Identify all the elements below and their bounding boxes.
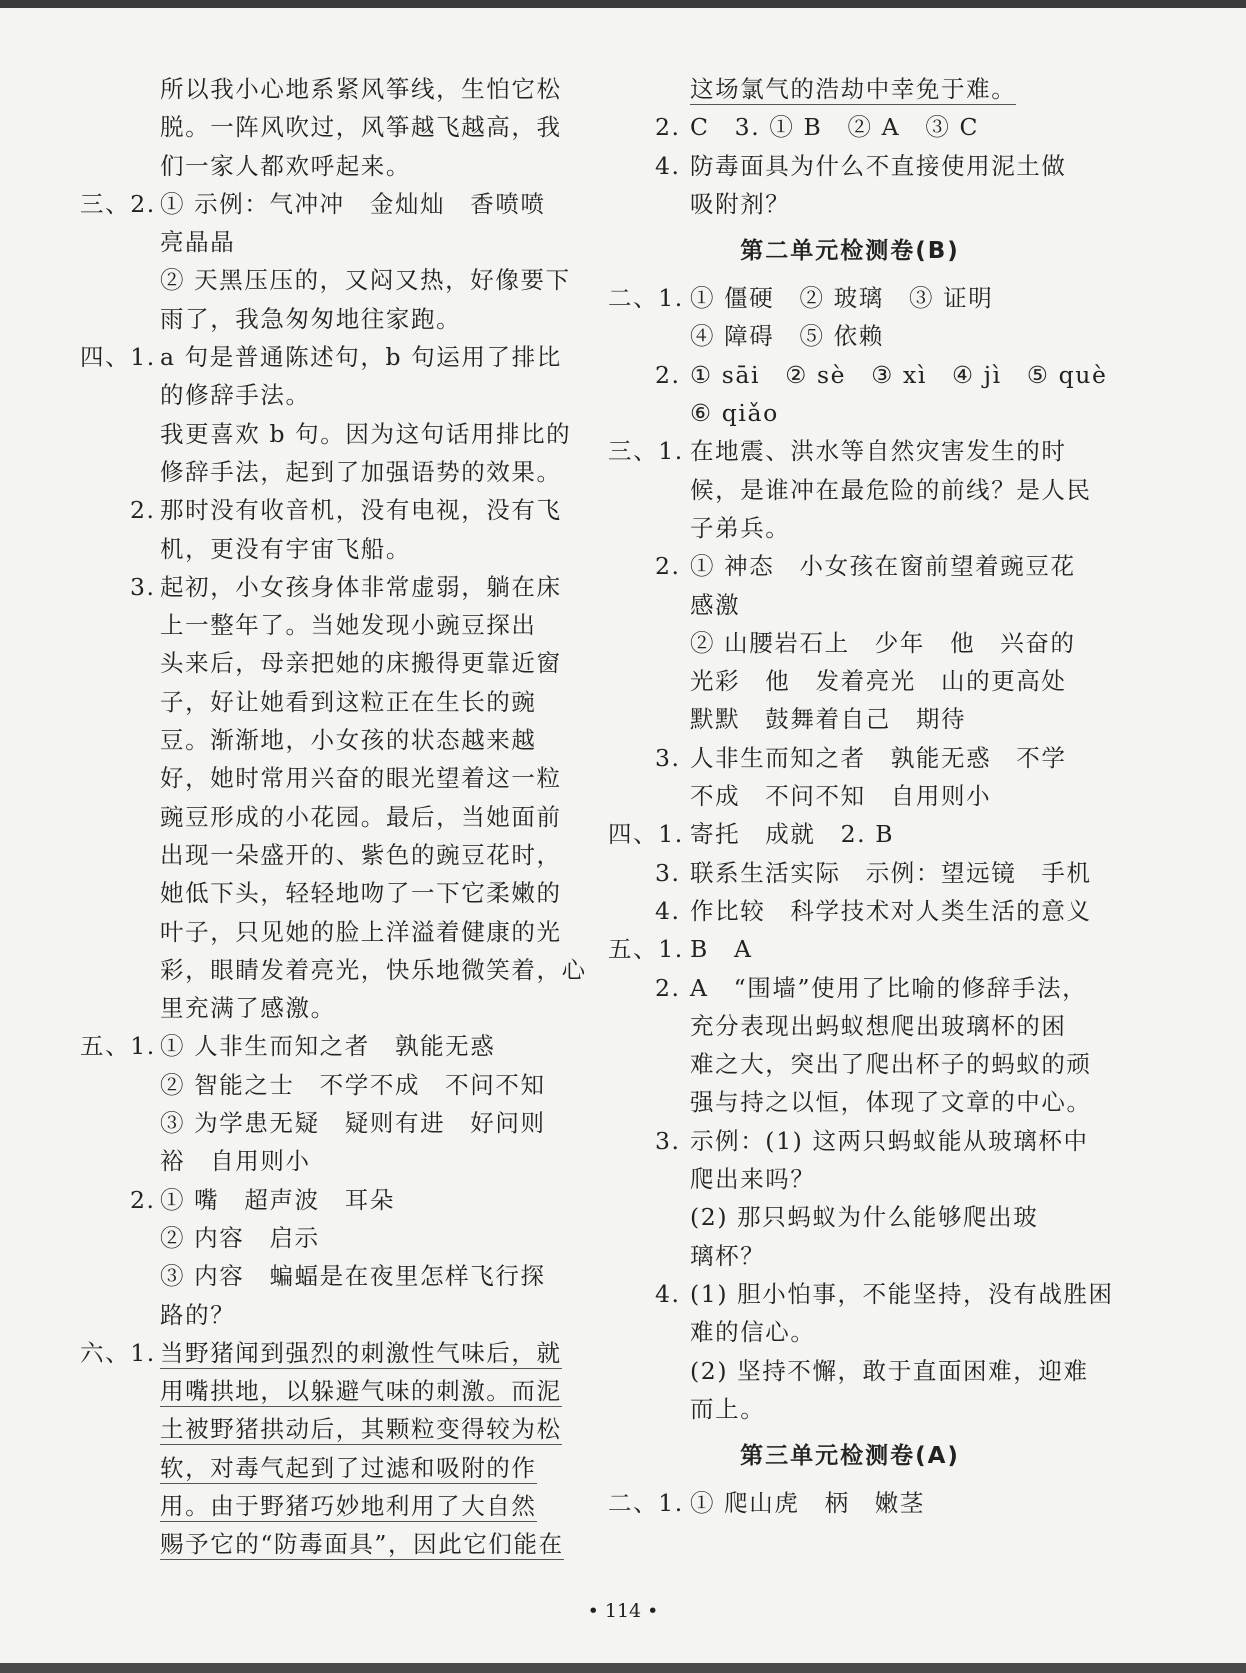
answer-line	[80, 1181, 580, 1219]
answer-line	[80, 913, 580, 951]
question-number: 2.	[130, 1185, 156, 1214]
question-number: 3.	[655, 743, 681, 772]
answer-text: 在地震、洪水等自然灾害发生的时	[690, 437, 1067, 466]
answer-line	[600, 185, 1100, 223]
answer-text: 寄托 成就 2. B	[690, 820, 895, 849]
answer-line	[80, 606, 580, 644]
answer-line	[600, 1352, 1100, 1390]
answer-text: 修辞手法，起到了加强语势的效果。	[160, 457, 562, 486]
answer-line	[600, 1007, 1100, 1045]
answer-line	[80, 1410, 580, 1448]
answer-text: ⑥ qiǎo	[690, 399, 779, 428]
answer-text: 出现一朵盛开的、紫色的豌豆花时，	[160, 840, 562, 869]
answer-line	[600, 1390, 1100, 1428]
answer-text: (2) 坚持不懈，敢于直面困难，迎难	[690, 1356, 1089, 1385]
answer-line	[80, 185, 580, 223]
answer-text: 爬出来吗？	[690, 1165, 816, 1194]
page-number: • 114 •	[587, 1600, 659, 1622]
answer-text: ② 智能之士 不学不成 不问不知	[160, 1070, 546, 1099]
answer-text: (1) 胆小怕事，不能坚持，没有战胜困	[690, 1279, 1114, 1308]
answer-text: 她低下头，轻轻地吻了一下它柔嫩的	[160, 879, 562, 908]
question-number: 3.	[130, 572, 156, 601]
answer-line	[600, 1237, 1100, 1275]
answer-text: 叶子，只见她的脸上洋溢着健康的光	[160, 917, 562, 946]
answer-line	[80, 989, 580, 1027]
answer-line	[600, 509, 1100, 547]
answer-text: ④ 障碍 ⑤ 依赖	[690, 322, 884, 351]
answer-line	[80, 338, 580, 376]
answer-text: 强与持之以恒，体现了文章的中心。	[690, 1088, 1092, 1117]
answer-text: A “围墙”使用了比喻的修辞手法，	[690, 973, 1088, 1002]
answer-text: 感激	[690, 590, 741, 619]
answer-text: 示例：(1) 这两只蚂蚁能从玻璃杯中	[690, 1126, 1089, 1155]
scan-top-edge	[0, 0, 1246, 8]
answer-line	[80, 1487, 580, 1525]
answer-text: 上一整年了。当她发现小豌豆探出	[160, 611, 537, 640]
question-number: 五、1.	[80, 1032, 156, 1061]
answer-line	[600, 147, 1100, 185]
answer-text: 所以我小心地系紧风筝线，生怕它松	[160, 75, 562, 103]
answer-line	[80, 683, 580, 721]
answer-text: 子弟兵。	[690, 513, 791, 542]
section-heading: 第三单元检测卷(A)	[740, 1443, 960, 1470]
answer-line	[600, 1160, 1100, 1198]
answer-line	[80, 1296, 580, 1334]
answer-line	[80, 1334, 580, 1372]
answer-line	[80, 1142, 580, 1180]
answer-line	[600, 394, 1100, 432]
answer-line	[80, 568, 580, 606]
answer-line	[80, 1257, 580, 1295]
answer-text: ③ 内容 蝙蝠是在夜里怎样飞行探	[160, 1262, 546, 1291]
answer-line	[600, 471, 1100, 509]
answer-text: 们一家人都欢呼起来。	[160, 151, 411, 180]
question-number: 3.	[655, 1126, 681, 1155]
answer-line	[80, 376, 580, 414]
answer-line	[80, 530, 580, 568]
question-number: 三、1.	[608, 437, 684, 466]
answer-line	[600, 700, 1100, 738]
answer-line	[80, 951, 587, 989]
answer-text: 人非生而知之者 孰能无惑 不学	[690, 743, 1067, 772]
answer-line	[600, 1045, 1100, 1083]
answer-text: C 3. ① B ② A ③ C	[690, 113, 980, 142]
question-number: 3.	[655, 858, 681, 887]
answer-text: ① 爬山虎 柄 嫩茎	[690, 1489, 925, 1518]
answer-line	[80, 300, 580, 338]
answer-line	[80, 1372, 580, 1410]
answer-line	[600, 1484, 1100, 1522]
question-number: 三、2.	[80, 189, 156, 218]
answer-line	[600, 930, 1100, 968]
underlined-answer-text: 赐予它的“防毒面具”，因此它们能在	[160, 1525, 564, 1560]
answer-line	[600, 586, 1100, 624]
answer-line	[600, 1083, 1100, 1121]
answer-text: 候，是谁冲在最危险的前线？是人民	[690, 475, 1092, 504]
question-number: 五、1.	[608, 935, 684, 964]
answer-text: ② 天黑压压的，又闷又热，好像要下	[160, 266, 571, 295]
underlined-answer-text: 土被野猪拱动后，其颗粒变得较为松	[160, 1410, 562, 1445]
answer-text: 联系生活实际 示例：望远镜 手机	[690, 858, 1092, 887]
answer-text: 豆。渐渐地，小女孩的状态越来越	[160, 726, 537, 755]
answer-text: (2) 那只蚂蚁为什么能够爬出玻	[690, 1203, 1039, 1232]
answer-line	[600, 279, 1100, 317]
answer-line	[600, 1198, 1100, 1236]
underlined-answer-text: 用嘴拱地，以躲避气味的刺激。而泥	[160, 1372, 562, 1407]
question-number: 2.	[655, 552, 681, 581]
answer-line	[80, 491, 580, 529]
question-number: 四、1.	[608, 820, 684, 849]
question-number: 2.	[655, 973, 681, 1002]
question-number: 二、1.	[608, 1489, 684, 1518]
question-number: 六、1.	[80, 1338, 156, 1367]
answer-line	[600, 108, 1100, 146]
answer-line	[600, 892, 1100, 930]
underlined-answer-text: 用。由于野猪巧妙地利用了大自然	[160, 1487, 537, 1522]
answer-text: 起初，小女孩身体非常虚弱，躺在床	[160, 572, 562, 601]
answer-text: 彩，眼睛发着亮光，快乐地微笑着，心	[160, 955, 587, 984]
answer-text: ① 僵硬 ② 玻璃 ③ 证明	[690, 284, 994, 313]
answer-text: 默默 鼓舞着自己 期待	[690, 705, 967, 734]
answer-text: 好，她时常用兴奋的眼光望着这一粒	[160, 764, 562, 793]
section-heading: 第二单元检测卷(B)	[740, 238, 960, 265]
answer-line	[600, 432, 1100, 470]
answer-text: 的修辞手法。	[160, 381, 311, 410]
answer-line	[80, 70, 580, 108]
answer-text: 吸附剂？	[690, 189, 791, 218]
answer-line	[80, 223, 580, 261]
answer-text: B A	[690, 935, 753, 964]
question-number: 四、1.	[80, 343, 156, 372]
answer-line	[600, 1122, 1100, 1160]
question-number: 2.	[655, 360, 681, 389]
question-number: 2.	[130, 496, 156, 525]
answer-text: 机，更没有宇宙飞船。	[160, 534, 411, 563]
answer-line	[80, 1027, 580, 1065]
answer-line	[80, 1449, 580, 1487]
answer-line	[80, 836, 580, 874]
answer-line	[80, 453, 580, 491]
answer-text: 我更喜欢 b 句。因为这句话用排比的	[160, 419, 572, 448]
answer-text: ① 神态 小女孩在窗前望着豌豆花	[690, 552, 1076, 581]
answer-line	[600, 969, 1100, 1007]
answer-text: 头来后，母亲把她的床搬得更靠近窗	[160, 649, 562, 678]
answer-text: 不成 不问不知 自用则小	[690, 782, 992, 811]
answer-text: 光彩 他 发着亮光 山的更高处	[690, 667, 1067, 696]
answer-text: 子，好让她看到这粒正在生长的豌	[160, 687, 537, 716]
answer-line	[600, 547, 1100, 585]
answer-line	[600, 70, 1100, 108]
answer-line	[80, 1219, 580, 1257]
underlined-answer-text: 当野猪闻到强烈的刺激性气味后，就	[160, 1334, 562, 1369]
answer-text: ③ 为学患无疑 疑则有进 好问则	[160, 1109, 546, 1138]
answer-line	[600, 777, 1100, 815]
right-column	[600, 70, 1114, 1522]
answer-line	[80, 759, 580, 797]
answer-line	[80, 108, 580, 146]
answer-text: 脱。一阵风吹过，风筝越飞越高，我	[160, 113, 562, 142]
underlined-answer-text: 软，对毒气起到了过滤和吸附的作	[160, 1449, 537, 1484]
answer-text: ② 山腰岩石上 少年 他 兴奋的	[690, 628, 1076, 657]
answer-text: ① 示例：气冲冲 金灿灿 香喷喷	[160, 189, 546, 218]
question-number: 2.	[655, 113, 681, 142]
answer-line	[600, 1275, 1114, 1313]
answer-line	[600, 815, 1100, 853]
question-number: 4.	[655, 1279, 681, 1308]
answer-text: 路的？	[160, 1300, 236, 1329]
answer-text: 里充满了感激。	[160, 994, 336, 1023]
answer-text: 裕 自用则小	[160, 1147, 311, 1176]
answer-text: 雨了，我急匆匆地往家跑。	[160, 304, 462, 333]
answer-text: ① 嘴 超声波 耳朵	[160, 1185, 395, 1214]
answer-line	[80, 415, 580, 453]
left-column	[80, 70, 587, 1564]
answer-line	[80, 261, 580, 299]
question-number: 4.	[655, 151, 681, 180]
answer-line	[600, 739, 1100, 777]
answer-text: 而上。	[690, 1394, 766, 1423]
answer-line	[80, 798, 580, 836]
answer-line	[80, 147, 580, 185]
answer-line	[600, 1313, 1100, 1351]
answer-line	[600, 317, 1100, 355]
answer-line	[600, 662, 1100, 700]
answer-line	[600, 356, 1108, 394]
answer-text: 璃杯？	[690, 1241, 766, 1270]
answer-text: a 句是普通陈述句，b 句运用了排比	[160, 343, 562, 372]
answer-text: ① sāi ② sè ③ xì ④ jì ⑤ què	[690, 360, 1108, 389]
question-number: 二、1.	[608, 284, 684, 313]
answer-text: 豌豆形成的小花园。最后，当她面前	[160, 802, 562, 831]
answer-line	[80, 1066, 580, 1104]
answer-line	[600, 624, 1100, 662]
scan-bottom-edge	[0, 1663, 1246, 1673]
answer-text: 难的信心。	[690, 1318, 816, 1347]
answer-line	[600, 854, 1100, 892]
answer-line	[80, 721, 580, 759]
answer-line	[80, 644, 580, 682]
answer-line	[80, 1525, 580, 1563]
answer-line	[80, 1104, 580, 1142]
answer-text: 亮晶晶	[160, 228, 236, 257]
answer-text: 防毒面具为什么不直接使用泥土做	[690, 151, 1067, 180]
answer-text: 作比较 科学技术对人类生活的意义	[690, 896, 1092, 925]
answer-text: 难之大，突出了爬出杯子的蚂蚁的顽	[690, 1050, 1092, 1079]
answer-text: 那时没有收音机，没有电视，没有飞	[160, 496, 562, 525]
answer-text: ② 内容 启示	[160, 1223, 320, 1252]
answer-text: ① 人非生而知之者 孰能无惑	[160, 1032, 496, 1061]
answer-line	[80, 874, 580, 912]
answer-text: 充分表现出蚂蚁想爬出玻璃杯的困	[690, 1011, 1067, 1040]
question-number: 4.	[655, 896, 681, 925]
underlined-answer-text: 这场氯气的浩劫中幸免于难。	[690, 70, 1016, 105]
